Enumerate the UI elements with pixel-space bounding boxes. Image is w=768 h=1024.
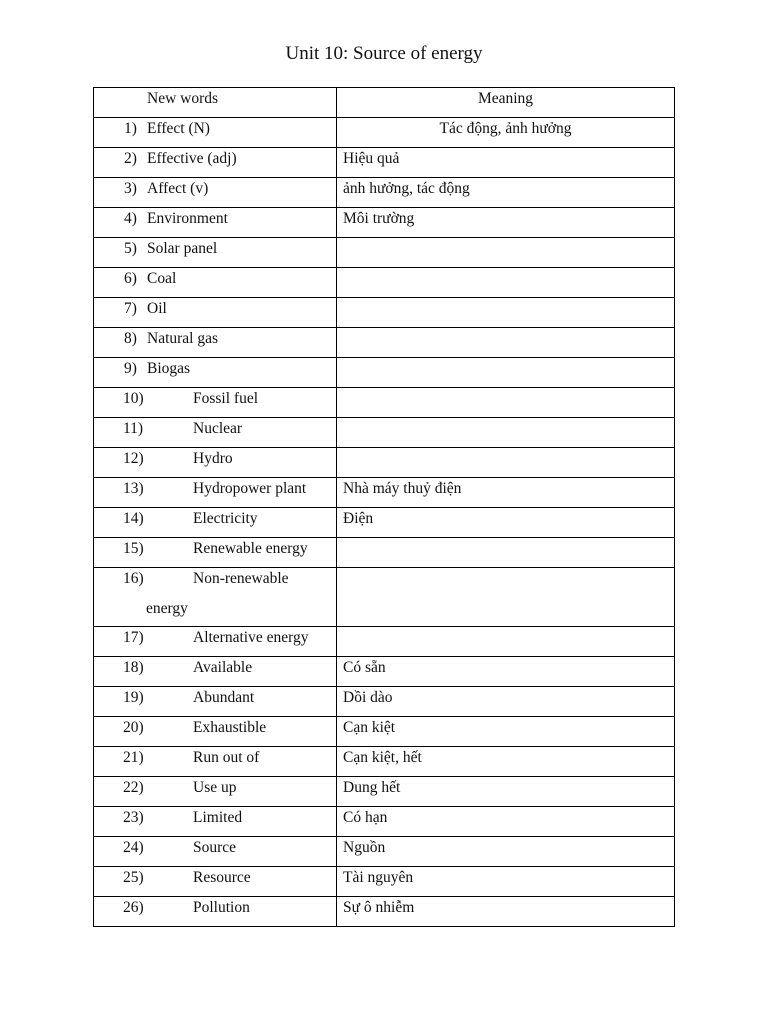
header-meaning-label: Meaning [477,90,534,107]
meaning-text: Cạn kiệt [343,719,396,736]
meaning-cell [337,238,675,268]
meaning-cell [337,687,675,717]
meaning-cell [337,148,675,178]
word-cell-content [94,358,336,379]
new-word: Run out of [193,749,260,766]
table-row [94,478,675,508]
word-cell-content [94,238,336,259]
table-row [94,418,675,448]
word-cell-content [94,747,336,768]
table-header-row [94,88,675,118]
table-row [94,208,675,238]
word-cell [94,358,337,388]
table-row [94,298,675,328]
word-cell-content [94,388,336,409]
word-cell-content [94,178,336,199]
new-word: Biogas [147,360,191,377]
row-number: 25) [123,869,144,886]
table-row [94,508,675,538]
meaning-cell [337,178,675,208]
row-number: 20) [123,719,144,736]
new-word: Oil [147,300,167,317]
row-number: 23) [123,809,144,826]
word-cell-content [94,687,336,708]
new-word-continuation: energy [146,600,188,617]
word-cell-content [94,328,336,349]
new-word: Available [193,659,253,676]
word-cell [94,388,337,418]
table-row [94,717,675,747]
new-word: Hydropower plant [193,480,307,497]
new-word: Non-renewable [193,570,289,587]
new-word: Exhaustible [193,719,267,736]
meaning-text [337,388,674,389]
word-cell [94,298,337,328]
table-row [94,268,675,298]
row-number: 12) [123,450,144,467]
meaning-cell [337,627,675,657]
meaning-text [337,298,674,299]
meaning-cell [337,268,675,298]
row-number: 1) [124,120,137,137]
row-number: 8) [124,330,137,347]
meaning-text: Sự ô nhiễm [343,899,415,916]
word-cell-content [94,448,336,469]
row-number: 21) [123,749,144,766]
new-word: Effect (N) [147,120,210,137]
meaning-cell [337,448,675,478]
row-number: 6) [124,270,137,287]
meaning-text [337,627,674,628]
word-cell-content [94,148,336,169]
word-cell [94,717,337,747]
table-row [94,627,675,657]
meaning-cell [337,358,675,388]
new-word: Use up [193,779,237,796]
word-cell-content [94,897,336,918]
meaning-text: Điện [343,510,374,527]
new-word: Limited [193,809,243,826]
new-word: Affect (v) [147,180,209,197]
word-cell [94,118,337,148]
row-number: 7) [124,300,137,317]
word-cell-content [94,867,336,888]
row-number: 18) [123,659,144,676]
meaning-text [337,238,674,239]
new-word: Fossil fuel [193,390,259,407]
new-word: Natural gas [147,330,219,347]
word-cell [94,627,337,657]
meaning-cell [337,208,675,238]
meaning-text: Nguồn [343,839,386,856]
vocabulary-table-body [94,118,675,927]
table-row [94,867,675,897]
word-cell [94,687,337,717]
new-word: Nuclear [193,420,243,437]
word-cell-content [94,538,336,559]
new-word: Renewable energy [193,540,308,557]
word-cell [94,538,337,568]
row-number: 2) [124,150,137,167]
meaning-text: ảnh hưởng, tác động [343,180,470,197]
row-number: 16) [123,570,144,587]
word-cell [94,148,337,178]
row-number: 22) [123,779,144,796]
meaning-text [337,568,674,569]
word-cell [94,478,337,508]
table-row [94,238,675,268]
vocabulary-table [93,87,675,927]
word-cell [94,568,337,627]
meaning-text: Có sẵn [343,659,386,676]
table-row [94,807,675,837]
row-number: 26) [123,899,144,916]
header-new-words-label: New words [147,90,219,107]
table-row [94,687,675,717]
row-number: 14) [123,510,144,527]
meaning-cell [337,538,675,568]
new-word: Coal [147,270,177,287]
new-word: Environment [147,210,228,227]
word-cell [94,867,337,897]
word-cell [94,657,337,687]
row-number: 15) [123,540,144,557]
row-number: 17) [123,629,144,646]
word-cell [94,747,337,777]
meaning-cell [337,478,675,508]
row-number: 5) [124,240,137,257]
table-row [94,178,675,208]
row-number: 19) [123,689,144,706]
table-row [94,568,675,627]
meaning-cell [337,508,675,538]
row-number: 24) [123,839,144,856]
word-cell [94,807,337,837]
word-cell [94,418,337,448]
new-word: Effective (adj) [147,150,237,167]
word-cell-content [94,268,336,289]
row-number: 4) [124,210,137,227]
new-word: Abundant [193,689,255,706]
word-cell [94,448,337,478]
word-cell [94,897,337,927]
meaning-text: Có hạn [343,809,388,826]
meaning-cell [337,807,675,837]
word-cell-content [94,837,336,858]
row-number: 10) [123,390,144,407]
meaning-cell [337,837,675,867]
table-row [94,388,675,418]
table-row [94,148,675,178]
table-row [94,358,675,388]
new-word: Hydro [193,450,233,467]
meaning-cell [337,388,675,418]
word-cell-content [94,478,336,499]
meaning-text [337,328,674,329]
word-cell-content [94,807,336,828]
meaning-text [337,268,674,269]
word-cell [94,208,337,238]
meaning-text: Cạn kiệt, hết [343,749,422,766]
word-cell [94,328,337,358]
row-number: 9) [124,360,137,377]
word-cell-content [94,777,336,798]
table-row [94,657,675,687]
meaning-cell [337,118,675,148]
word-cell-content [94,717,336,738]
table-row [94,448,675,478]
row-number: 13) [123,480,144,497]
meaning-text: Tài nguyên [343,869,414,886]
new-word: Resource [193,869,251,886]
word-cell [94,777,337,807]
meaning-text [337,448,674,449]
header-meaning [337,88,675,118]
word-cell-content [94,298,336,319]
new-word: Electricity [193,510,258,527]
table-row [94,118,675,148]
meaning-text: Dồi dào [343,689,393,706]
table-row [94,777,675,807]
row-number: 11) [123,420,144,437]
row-number: 3) [124,180,137,197]
page-title: Unit 10: Source of energy [285,43,483,64]
table-row [94,897,675,927]
new-word: Solar panel [147,240,218,257]
new-word: Source [193,839,237,856]
meaning-cell [337,717,675,747]
word-cell-content [94,508,336,529]
meaning-text [337,358,674,359]
word-cell-content [94,627,336,648]
meaning-cell [337,328,675,358]
meaning-text: Hiệu quả [343,150,400,167]
word-cell [94,178,337,208]
table-row [94,837,675,867]
word-cell-content [94,657,336,678]
meaning-cell [337,657,675,687]
meaning-text: Dung hết [343,779,401,796]
table-row [94,538,675,568]
word-cell [94,268,337,298]
meaning-cell [337,568,675,627]
meaning-cell [337,867,675,897]
meaning-cell [337,418,675,448]
new-word: Pollution [193,899,250,916]
meaning-cell [337,897,675,927]
meaning-text: Nhà máy thuỷ điện [343,480,462,497]
meaning-text [337,418,674,419]
table-row [94,328,675,358]
meaning-text [337,538,674,539]
word-cell-content [94,208,336,229]
meaning-cell [337,777,675,807]
meaning-text: Môi trường [343,210,415,227]
word-cell [94,837,337,867]
word-cell-content [94,418,336,439]
word-cell [94,238,337,268]
word-cell-content [94,568,336,619]
new-word: Alternative energy [193,629,309,646]
meaning-text: Tác động, ảnh hưởng [439,120,572,137]
header-new-words [94,88,337,118]
table-row [94,747,675,777]
word-cell-content [94,118,336,139]
word-cell [94,508,337,538]
meaning-cell [337,747,675,777]
meaning-cell [337,298,675,328]
